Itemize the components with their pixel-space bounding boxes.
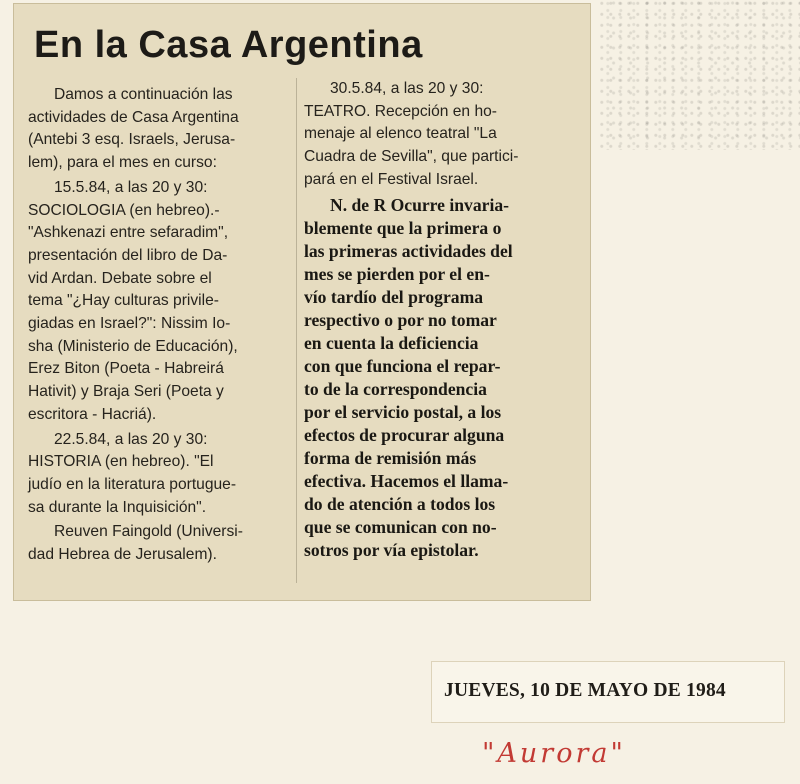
text-line: Cuadra de Sevilla", que partici-: [304, 148, 519, 166]
text-line: en cuenta la deficiencia: [304, 332, 479, 353]
text-line: por el servicio postal, a los: [304, 401, 502, 422]
text-line: 30.5.84, a las 20 y 30:: [330, 80, 484, 97]
text-line: Erez Biton (Poeta - Habreirá: [28, 360, 224, 378]
text-line: "Ashkenazi entre sefaradim",: [28, 224, 229, 242]
text-line: dad Hebrea de Jerusalem).: [28, 546, 217, 564]
handwritten-source: "Aurora": [482, 738, 626, 769]
text-line: N. de R Ocurre invaria-: [330, 194, 510, 215]
text-line: pará en el Festival Israel.: [304, 170, 479, 188]
event-sociologia: [28, 177, 290, 427]
intro-paragraph: [28, 84, 290, 175]
text-line: 22.5.84, a las 20 y 30:: [54, 430, 208, 448]
text-line: Reuven Faingold (Universi-: [54, 523, 243, 541]
column-divider: [296, 78, 297, 583]
dateline-clipping: [432, 662, 784, 722]
left-column: [28, 84, 290, 569]
text-line: efectos de procurar alguna: [304, 424, 505, 445]
text-line: lem), para el mes en curso:: [28, 154, 217, 172]
text-line: actividades de Casa Argentina: [28, 108, 239, 126]
text-line: giadas en Israel?": Nissim Io-: [28, 315, 231, 333]
text-line: sotros por vía epistolar.: [304, 539, 479, 560]
text-line: tema "¿Hay culturas privile-: [28, 292, 219, 310]
text-line: do de atención a todos los: [304, 493, 496, 514]
text-line: Hativit) y Braja Seri (Poeta y: [28, 383, 224, 401]
text-line: forma de remisión más: [304, 447, 477, 468]
article-headline: En la Casa Argentina: [34, 24, 423, 66]
text-line: presentación del libro de Da-: [28, 246, 228, 264]
text-line: sa durante la Inquisición".: [28, 498, 207, 516]
editor-note: [304, 194, 584, 562]
paper-speckle: [600, 0, 800, 150]
text-line: 15.5.84, a las 20 y 30:: [54, 178, 208, 196]
text-line: Damos a continuación las: [54, 86, 233, 103]
text-line: vid Ardan. Debate sobre el: [28, 269, 212, 287]
text-line: SOCIOLOGIA (en hebreo).-: [28, 201, 220, 219]
right-column: [304, 78, 584, 564]
text-line: respectivo o por no tomar: [304, 309, 497, 330]
text-line: con que funciona el repar-: [304, 355, 501, 376]
event-historia: [28, 429, 290, 520]
text-line: las primeras actividades del: [304, 240, 513, 261]
text-line: vío tardío del programa: [304, 286, 484, 307]
speaker-paragraph: [28, 521, 290, 566]
text-line: blemente que la primera o: [304, 217, 502, 238]
text-line: que se comunican con no-: [304, 516, 497, 537]
text-line: TEATRO. Recepción en ho-: [304, 102, 497, 120]
text-line: (Antebi 3 esq. Israels, Jerusa-: [28, 131, 236, 149]
dateline-text: JUEVES, 10 DE MAYO DE 1984: [444, 680, 726, 701]
text-line: menaje al elenco teatral "La: [304, 125, 497, 143]
text-line: escritora - Hacriá).: [28, 405, 157, 423]
text-line: judío en la literatura portugue-: [28, 475, 237, 493]
text-line: HISTORIA (en hebreo). "El: [28, 453, 214, 471]
event-teatro: [304, 78, 584, 192]
text-line: to de la correspondencia: [304, 378, 487, 399]
text-line: mes se pierden por el en-: [304, 263, 490, 284]
text-line: sha (Ministerio de Educación),: [28, 337, 238, 355]
newspaper-clipping: [14, 4, 590, 600]
text-line: efectiva. Hacemos el llama-: [304, 470, 509, 491]
